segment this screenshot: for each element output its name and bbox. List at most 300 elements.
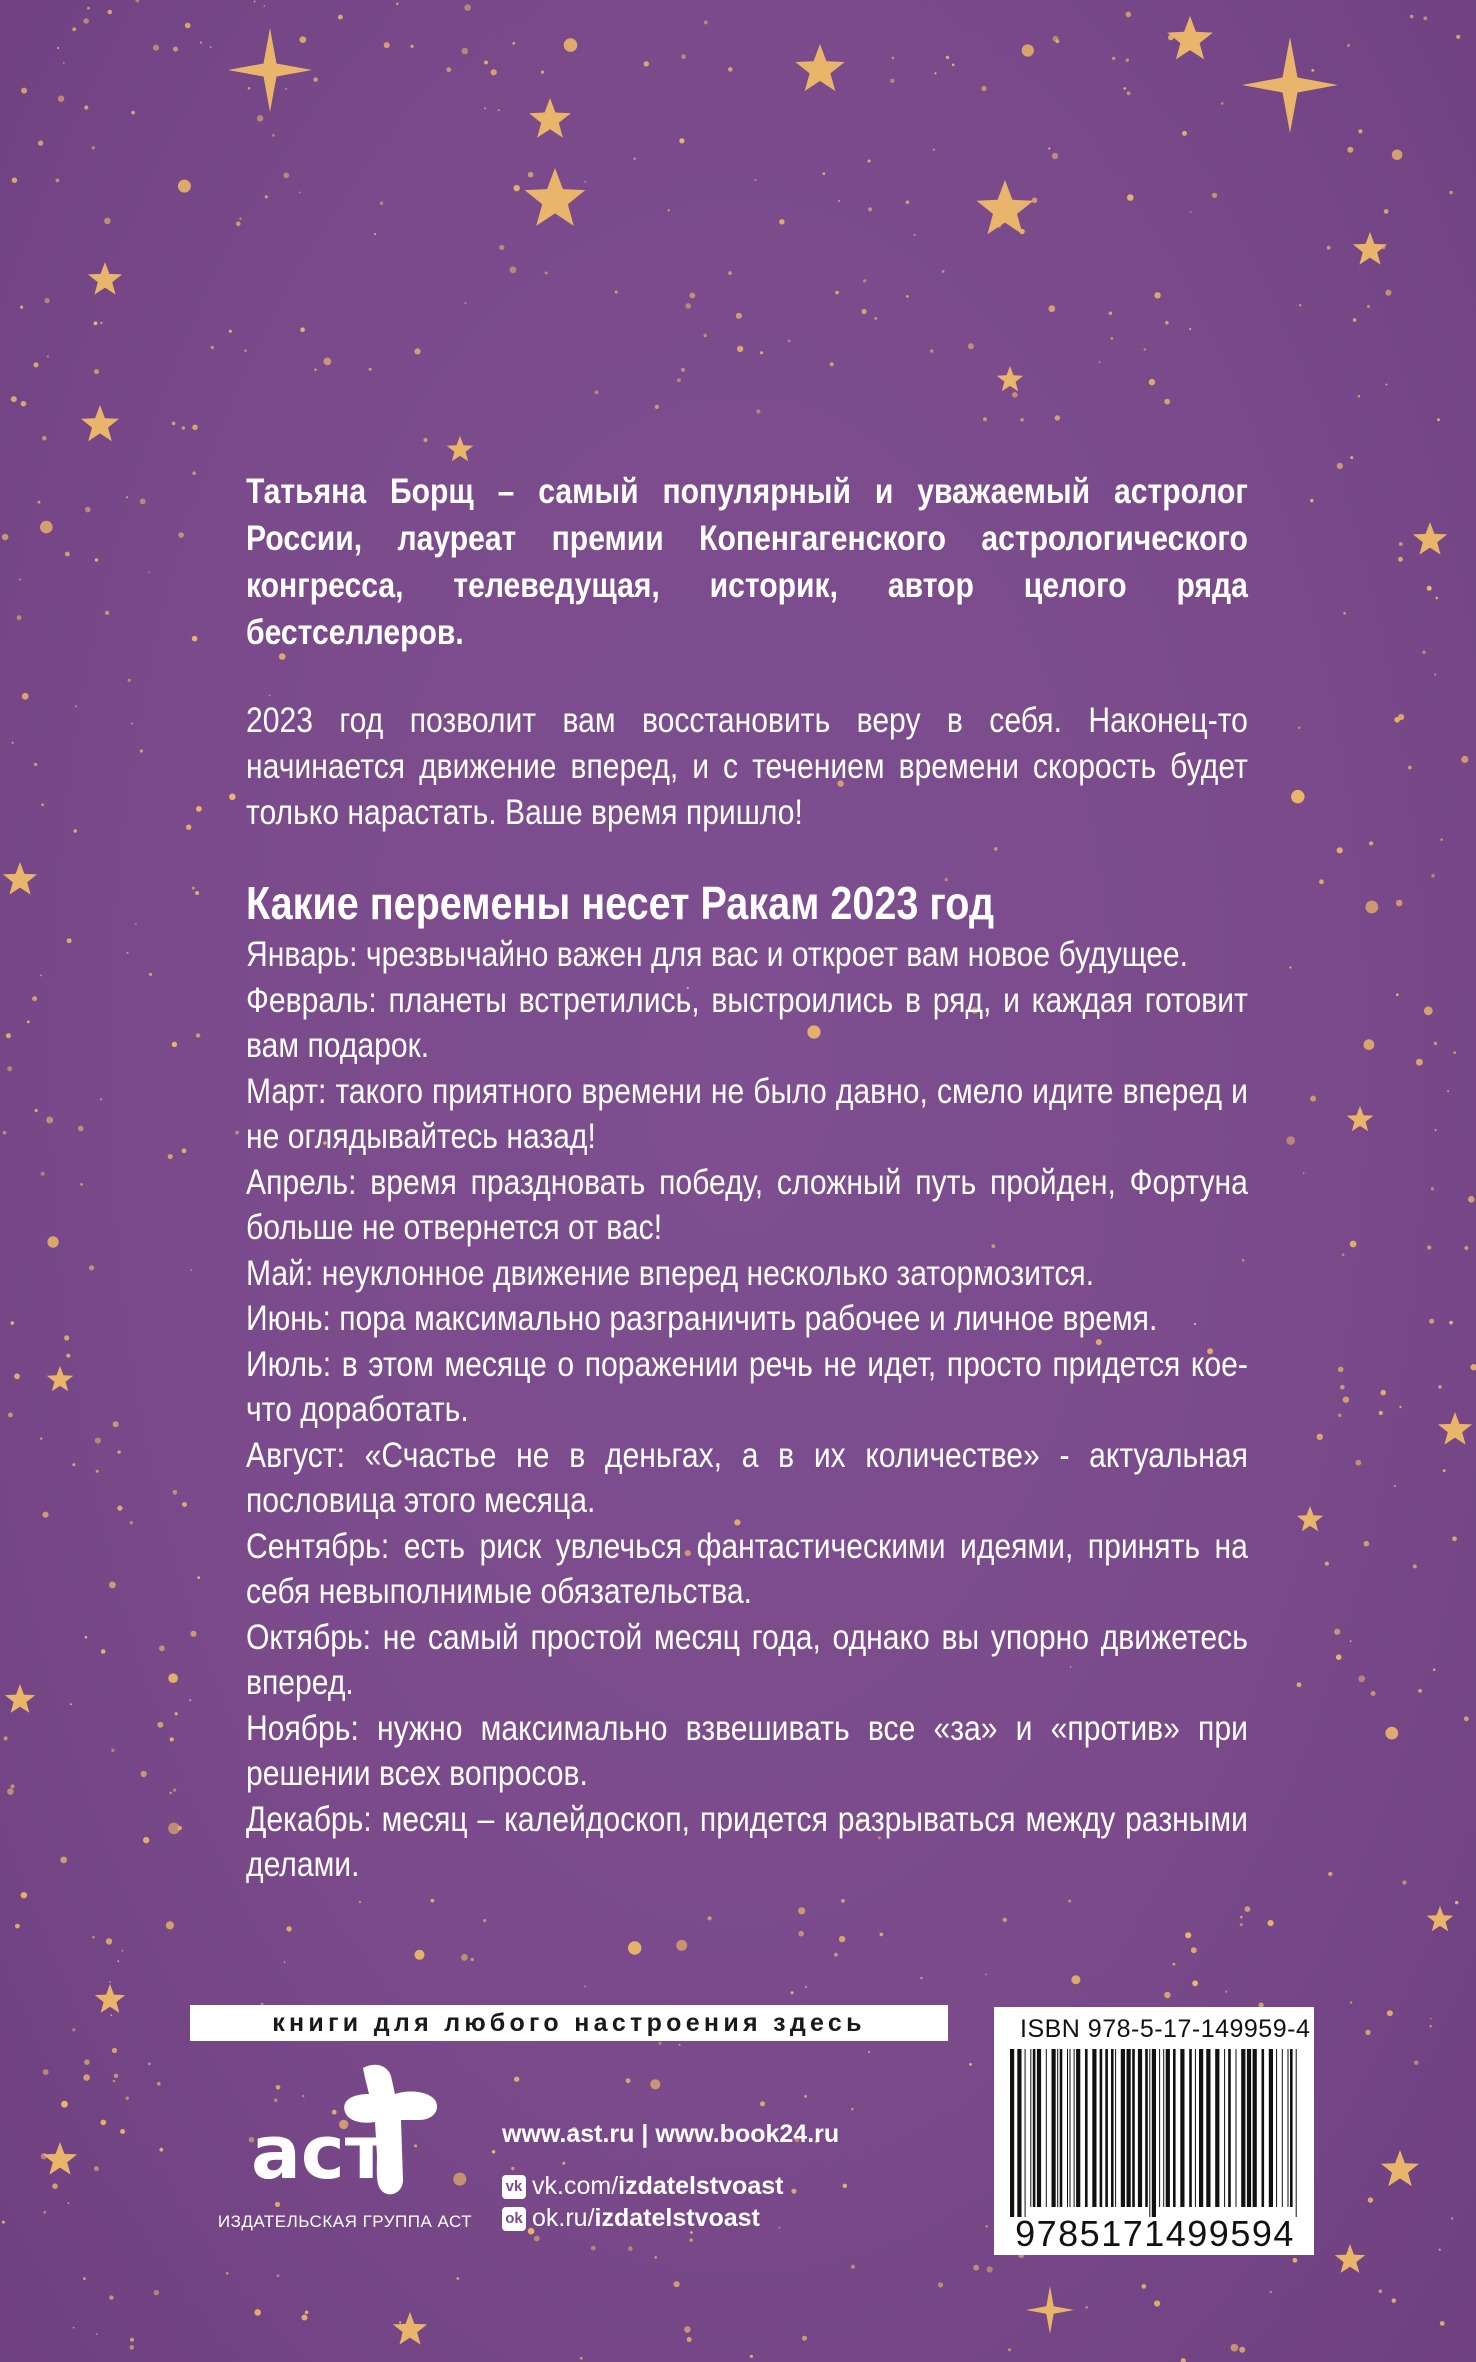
star-speck — [1431, 1187, 1434, 1190]
star-speck — [628, 1941, 641, 1954]
star-speck — [109, 1582, 116, 1589]
barcode-bar — [1195, 2049, 1196, 2207]
barcode-bar — [1159, 2049, 1160, 2207]
star-speck — [21, 401, 27, 407]
star-speck — [1379, 1411, 1383, 1415]
star-speck — [1328, 1872, 1332, 1876]
star-speck — [446, 67, 451, 72]
star-speck — [38, 140, 43, 145]
barcode-bar — [1152, 2049, 1156, 2217]
star-speck — [1343, 1397, 1349, 1403]
star-speck — [313, 77, 317, 81]
star-speck — [182, 1502, 187, 1507]
star-speck — [126, 2097, 129, 2100]
barcode-bar — [1296, 2049, 1297, 2217]
star-speck — [75, 705, 77, 707]
barcode-bar — [1074, 2049, 1075, 2207]
star-speck — [72, 2028, 75, 2031]
star-speck — [17, 615, 22, 620]
star-speck — [1164, 399, 1170, 405]
star-speck — [1430, 2025, 1432, 2027]
star-speck — [1392, 150, 1403, 161]
star-speck — [265, 195, 268, 198]
star-speck — [11, 396, 17, 402]
star-speck — [1317, 1434, 1323, 1440]
star-speck — [906, 295, 909, 298]
star-speck — [192, 425, 198, 431]
star-shape — [43, 2142, 77, 2175]
star-speck — [1350, 456, 1353, 459]
star-shape — [1297, 1506, 1324, 1531]
star-speck — [634, 158, 636, 160]
star-speck — [131, 111, 135, 115]
star-speck — [1182, 131, 1187, 136]
star-speck — [1464, 1246, 1468, 1250]
star-speck — [1433, 1668, 1436, 1671]
star-speck — [1173, 1963, 1176, 1966]
barcode-bar — [1060, 2049, 1063, 2207]
star-speck — [584, 1985, 586, 1987]
star-speck — [380, 201, 384, 205]
star-speck — [1099, 361, 1101, 363]
star-speck — [197, 1576, 200, 1579]
star-speck — [779, 219, 784, 224]
month-item: Декабрь: месяц – калейдоскоп, придется разрываться между разными делами. — [246, 1799, 1248, 1884]
star-speck — [1355, 1460, 1361, 1466]
star-speck — [1414, 2060, 1419, 2065]
star-speck — [1347, 147, 1353, 153]
star-speck — [61, 2101, 68, 2108]
barcode-bar — [1247, 2049, 1251, 2207]
barcode-bar — [1037, 2049, 1041, 2207]
star-speck — [1338, 1367, 1344, 1373]
star-speck — [83, 2074, 90, 2081]
star-shape — [1438, 1412, 1472, 1445]
barcode-bar — [1180, 2049, 1184, 2207]
star-speck — [166, 1921, 174, 1929]
star-speck — [510, 266, 517, 273]
star-speck — [64, 1335, 69, 1340]
star-speck — [3, 1131, 7, 1135]
star-speck — [834, 1953, 838, 1957]
star-speck — [704, 334, 707, 337]
barcode-number: 9785171499594 — [1015, 2213, 1295, 2254]
star-speck — [1410, 15, 1413, 18]
barcode-bar — [1121, 2049, 1125, 2207]
ok-link[interactable]: ok ok.ru/izdatelstvoast — [502, 2204, 760, 2233]
star-speck — [1325, 1562, 1329, 1566]
barcode-bar — [1085, 2049, 1088, 2207]
star-speck — [514, 2077, 519, 2082]
vk-link[interactable]: vk vk.com/izdatelstvoast — [502, 2172, 783, 2201]
barcode-bar — [1067, 2049, 1068, 2207]
barcode-bar — [1241, 2049, 1245, 2207]
barcode-bar — [1269, 2049, 1273, 2207]
star-speck — [431, 1899, 435, 1903]
star-speck — [868, 2051, 870, 2053]
star-speck — [1245, 1906, 1251, 1912]
star-speck — [159, 2148, 163, 2152]
star-speck — [1239, 2347, 1245, 2353]
star-speck — [108, 10, 113, 15]
star-speck — [72, 1463, 75, 1466]
star-speck — [1394, 1485, 1396, 1487]
star-speck — [185, 23, 191, 29]
star-speck — [200, 42, 202, 44]
star-speck — [60, 1857, 67, 1864]
author-bio: Татьяна Борщ – самый популярный и уважаемый астролог России, лауреат премии Копенгагенского астрологического конгресса, телеведущая, историк, автор целого ряда бестселлеров. — [246, 472, 1248, 652]
star-speck — [942, 270, 945, 273]
star-speck — [580, 2357, 583, 2360]
star-speck — [43, 2211, 46, 2214]
star-speck — [756, 409, 760, 413]
barcode-bar — [1076, 2049, 1080, 2207]
star-speck — [1440, 2321, 1445, 2326]
star-speck — [83, 18, 89, 24]
star-speck — [58, 96, 64, 102]
star-speck — [244, 350, 246, 352]
star-speck — [754, 179, 756, 181]
star-speck — [996, 222, 1001, 227]
star-speck — [760, 2101, 765, 2106]
star-speck — [499, 245, 504, 250]
star-speck — [126, 952, 128, 954]
star-speck — [1055, 39, 1059, 43]
star-speck — [1231, 2344, 1239, 2352]
star-speck — [1350, 2001, 1352, 2003]
star-speck — [456, 2277, 459, 2280]
star-speck — [1068, 1900, 1071, 1903]
star-speck — [1358, 395, 1361, 398]
star-speck — [284, 173, 290, 179]
star-speck — [1270, 2291, 1272, 2293]
star-speck — [285, 88, 287, 90]
star-speck — [21, 1892, 27, 1898]
star-speck — [1399, 542, 1403, 546]
star-speck — [1365, 901, 1378, 914]
barcode-bar — [1100, 2049, 1103, 2207]
star-speck — [1303, 1172, 1305, 1174]
star-speck — [384, 42, 390, 48]
star-speck — [140, 499, 146, 505]
star-speck — [264, 5, 266, 7]
star-speck — [1413, 1564, 1417, 1568]
star-speck — [66, 1354, 70, 1358]
website-links[interactable]: www.ast.ru | www.book24.ru — [502, 2120, 840, 2148]
star-speck — [1008, 2348, 1011, 2351]
star-speck — [471, 1958, 474, 1961]
star-speck — [374, 233, 376, 235]
star-speck — [92, 1936, 95, 1939]
star-speck — [874, 317, 877, 320]
star-speck — [100, 322, 102, 324]
star-speck — [101, 2120, 107, 2126]
star-speck — [514, 185, 520, 191]
star-speck — [19, 578, 21, 580]
month-item: Ноябрь: нужно максимально взвешивать все «за» и «против» при решении всех вопросов. — [246, 1708, 1248, 1793]
star-speck — [1381, 245, 1385, 249]
star-speck — [1367, 305, 1370, 308]
star-speck — [737, 346, 743, 352]
month-item: Октябрь: не самый простой месяц года, однако вы упорно движетесь вперед. — [246, 1617, 1248, 1702]
star-speck — [135, 0, 139, 2]
star-speck — [114, 2074, 119, 2079]
star-speck — [33, 362, 38, 367]
star-speck — [650, 2079, 660, 2089]
barcode-bar — [1070, 2049, 1071, 2207]
star-speck — [1124, 87, 1127, 90]
star-speck — [73, 2327, 75, 2329]
star-speck — [38, 501, 41, 504]
star-speck — [106, 1938, 112, 1944]
star-speck — [173, 1789, 176, 1792]
star-speck — [681, 54, 686, 59]
star-speck — [1386, 384, 1388, 386]
star-speck — [863, 279, 866, 282]
star-speck — [178, 180, 191, 193]
star-speck — [1291, 790, 1304, 803]
star-speck — [113, 1421, 119, 1427]
star-speck — [728, 271, 732, 275]
star-speck — [464, 4, 471, 11]
star-speck — [1337, 847, 1343, 853]
star-speck — [626, 2078, 631, 2083]
star-speck — [239, 218, 241, 220]
star-speck — [1319, 879, 1324, 884]
star-speck — [1385, 290, 1391, 296]
star-speck — [1342, 1253, 1345, 1256]
star-speck — [1408, 766, 1412, 770]
star-speck — [196, 1033, 200, 1037]
star-speck — [1340, 1385, 1345, 1390]
star-speck — [1380, 1390, 1386, 1396]
star-speck — [120, 2129, 125, 2134]
star-speck — [1464, 1716, 1469, 1721]
star-speck — [168, 1823, 180, 1835]
star-shape — [529, 98, 571, 138]
barcode-bar — [1206, 2049, 1210, 2207]
star-speck — [736, 313, 742, 319]
barcode-bar — [1010, 2049, 1014, 2217]
star-speck — [359, 1901, 361, 1903]
star-speck — [654, 2256, 657, 2259]
star-speck — [1452, 1536, 1457, 1541]
star-speck — [168, 1154, 173, 1159]
star-shape — [1167, 16, 1213, 59]
barcode-bar — [1149, 2049, 1150, 2217]
star-speck — [192, 471, 196, 475]
star-speck — [21, 88, 27, 94]
star-speck — [1379, 2289, 1383, 2293]
star-speck — [22, 693, 29, 700]
star-speck — [1071, 1975, 1080, 1984]
star-speck — [1338, 1414, 1342, 1418]
star-speck — [1358, 1675, 1365, 1682]
star-speck — [1364, 1541, 1370, 1547]
star-shape — [393, 2312, 427, 2345]
star-speck — [968, 343, 974, 349]
star-speck — [235, 1131, 239, 1135]
star-speck — [1240, 1923, 1243, 1926]
star-speck — [1427, 586, 1432, 591]
barcode-bar — [1025, 2049, 1026, 2217]
star-shape — [447, 436, 474, 461]
star-speck — [186, 825, 191, 830]
star-speck — [1350, 1640, 1352, 1642]
star-speck — [277, 2274, 280, 2277]
star-speck — [173, 1490, 178, 1495]
star-speck — [1449, 1321, 1453, 1325]
star-speck — [1365, 2030, 1370, 2035]
star-speck — [1422, 651, 1425, 654]
star-speck — [1189, 328, 1191, 330]
star-speck — [257, 115, 263, 121]
star-speck — [830, 362, 834, 366]
star-speck — [8, 1413, 13, 1418]
star-speck — [564, 38, 578, 52]
star-speck — [1427, 1245, 1431, 1249]
star-speck — [839, 1936, 845, 1942]
star-speck — [1431, 874, 1435, 878]
star-speck — [254, 2309, 261, 2316]
star-speck — [173, 47, 178, 52]
star-speck — [484, 107, 486, 109]
barcode-bar — [1046, 2049, 1047, 2207]
star-speck — [192, 887, 195, 890]
star-speck — [189, 1699, 191, 1701]
star-speck — [595, 391, 599, 395]
star-speck — [1190, 211, 1192, 213]
star-shape — [1427, 1906, 1454, 1931]
star-speck — [461, 1954, 468, 1961]
star-speck — [32, 996, 37, 1001]
star-speck — [63, 62, 65, 64]
star-speck — [1327, 246, 1331, 250]
star-speck — [1112, 57, 1115, 60]
star-speck — [1127, 194, 1134, 201]
star-speck — [1440, 838, 1443, 841]
star-speck — [191, 1631, 197, 1637]
star-speck — [851, 2265, 855, 2269]
star-speck — [6, 1033, 11, 1038]
star-speck — [1297, 1682, 1302, 1687]
star-speck — [1299, 304, 1301, 306]
star-speck — [229, 330, 232, 333]
isbn-label: ISBN 978-5-17-149959-4 — [1020, 2015, 1311, 2043]
star-speck — [27, 1021, 30, 1024]
ok-icon: ok — [502, 2207, 526, 2231]
star-speck — [43, 2069, 49, 2075]
barcode-bar — [1163, 2049, 1164, 2207]
star-speck — [1461, 756, 1468, 763]
star-speck — [415, 1950, 425, 1960]
star-speck — [681, 368, 685, 372]
star-speck — [141, 1771, 147, 1777]
star-speck — [1003, 1918, 1007, 1922]
star-speck — [983, 417, 987, 421]
star-speck — [1126, 12, 1132, 18]
star-speck — [906, 201, 909, 204]
star-speck — [655, 405, 659, 409]
star-speck — [14, 1373, 20, 1379]
star-speck — [40, 1437, 42, 1439]
barcode-bar — [1282, 2049, 1283, 2207]
star-speck — [1055, 415, 1060, 420]
star-speck — [44, 298, 49, 303]
star-speck — [841, 1899, 845, 1903]
star-speck — [95, 1438, 101, 1444]
barcode-bar — [1276, 2049, 1277, 2207]
month-item: Май: неуклонное движение вперед несколько затормозится. — [246, 1253, 1095, 1293]
star-speck — [338, 15, 343, 20]
star-speck — [109, 1981, 111, 1983]
star-speck — [130, 1521, 133, 1524]
star-speck — [687, 2337, 692, 2342]
star-speck — [1149, 379, 1155, 385]
star-speck — [140, 749, 143, 752]
star-speck — [690, 2238, 693, 2241]
star-speck — [1164, 1992, 1170, 1998]
star-shape — [1026, 2286, 1074, 2334]
star-shape — [81, 405, 119, 441]
star-speck — [42, 436, 47, 441]
ast-logo-icon — [245, 2060, 445, 2200]
star-speck — [128, 679, 131, 682]
star-speck — [85, 507, 91, 513]
barcode-bar — [1145, 2049, 1148, 2207]
star-speck — [226, 2272, 229, 2275]
month-item: Июнь: пора максимально разграничить рабочее и личное время. — [246, 1299, 1158, 1338]
star-speck — [236, 222, 241, 227]
star-speck — [690, 293, 696, 299]
star-speck — [210, 46, 212, 48]
star-speck — [804, 2095, 807, 2098]
star-speck — [195, 891, 199, 895]
star-speck — [57, 47, 59, 49]
star-speck — [685, 303, 691, 309]
star-speck — [615, 291, 618, 294]
star-speck — [791, 2189, 796, 2194]
star-speck — [1225, 1991, 1227, 1993]
star-speck — [1429, 1319, 1434, 1324]
star-speck — [1384, 209, 1389, 214]
star-speck — [109, 2295, 113, 2299]
star-speck — [254, 1, 256, 3]
star-speck — [1392, 2298, 1396, 2302]
star-speck — [78, 1126, 84, 1132]
star-speck — [1438, 1385, 1442, 1389]
star-speck — [399, 2321, 401, 2323]
star-speck — [101, 1649, 106, 1654]
star-speck — [1289, 966, 1291, 968]
star-speck — [1022, 44, 1034, 56]
star-speck — [47, 355, 49, 357]
star-speck — [528, 172, 534, 178]
star-shape — [1347, 1106, 1374, 1131]
star-speck — [464, 302, 466, 304]
star-speck — [34, 763, 37, 766]
barcode-bar — [1290, 2049, 1293, 2207]
star-speck — [868, 207, 872, 211]
star-speck — [1085, 2306, 1088, 2309]
star-speck — [196, 806, 202, 812]
star-speck — [46, 1117, 53, 1124]
star-speck — [117, 1450, 120, 1453]
star-speck — [1154, 2300, 1160, 2306]
star-speck — [973, 2265, 979, 2271]
star-speck — [1424, 1006, 1433, 1015]
month-item: Январь: чрезвычайно важен для вас и откроет вам новое будущее. — [246, 935, 1189, 974]
